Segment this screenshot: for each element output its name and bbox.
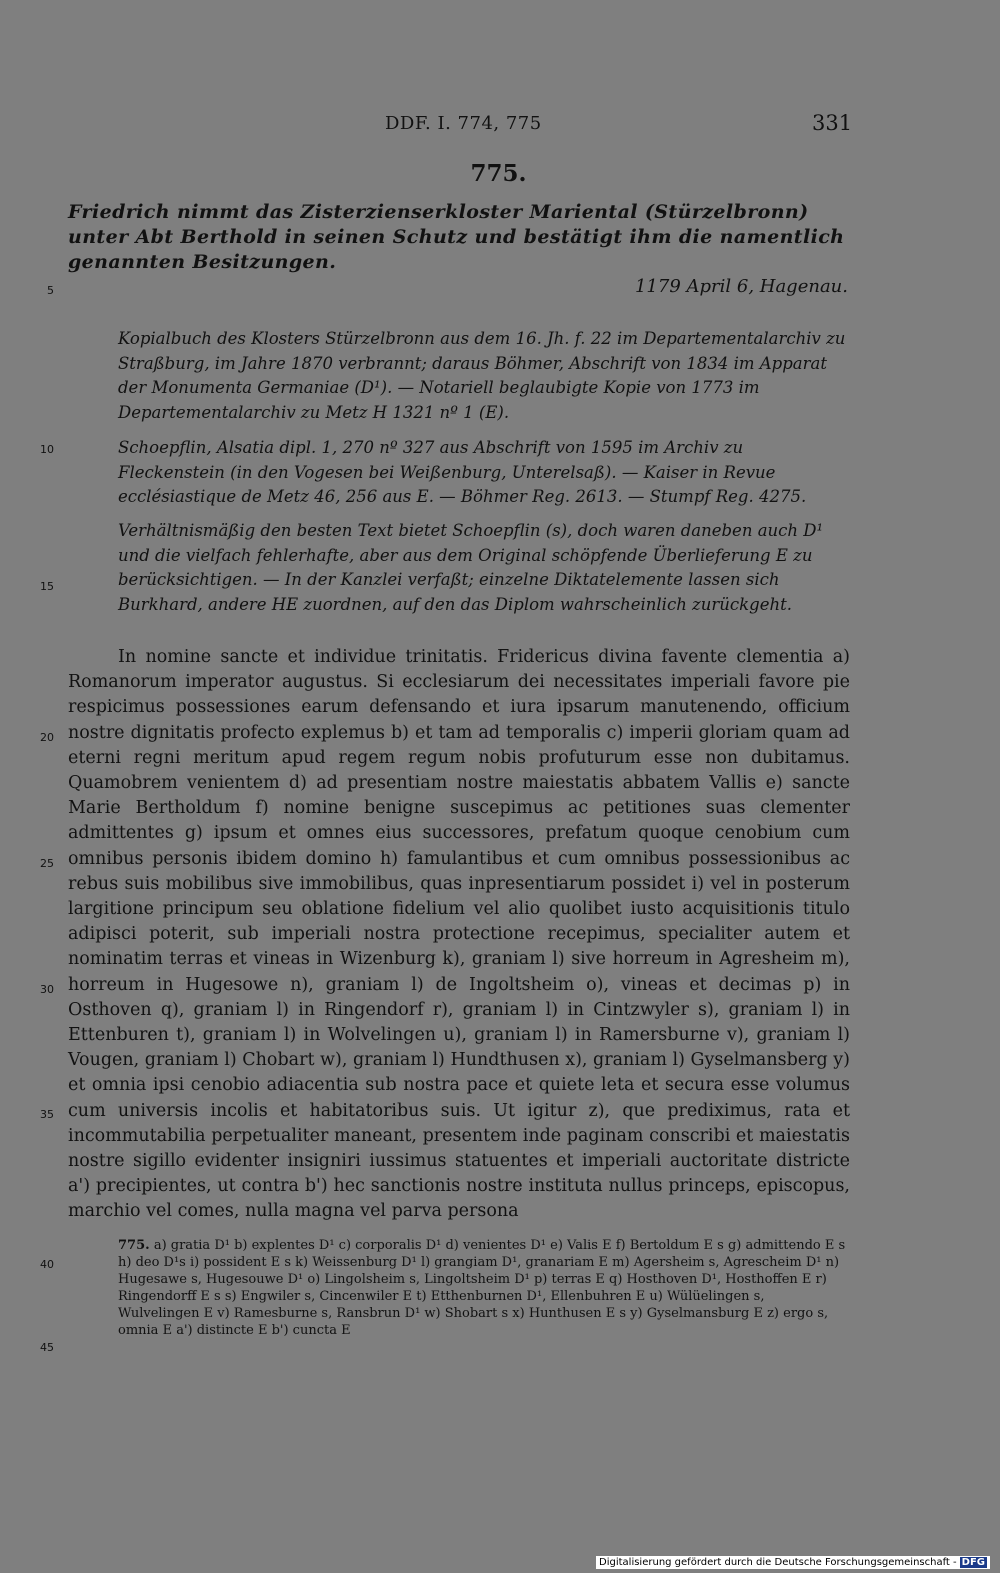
charter-text [68, 645, 850, 1225]
regest-summary: Friedrich nimmt das Zisterzienserkloster Mariental (Stürzelbronn) unter Abt Berthold in seinen Schutz und bestätigt ihm die namentlich genannten Besitzungen. [68, 201, 845, 273]
line-number: 30 [40, 983, 54, 996]
dfg-logo: DFG [961, 1557, 985, 1568]
footnote-text: a) gratia D¹ b) explentes D¹ c) corporalis D¹ d) venientes D¹ e) Valis E f) Bertoldum E s g) admittendo E s h) deo D¹s i) possident E s k) Weissenburg D¹ l) grangiam D¹, granariam E m) Agersheim s, Agrescheim D¹ n) Hugesawe s, Hugesouwe D¹ o) Lingolsheim s, Lingoltsheim D¹ p) terras E q) Hosthoven D¹, Hosthoffen E r) Ringendorff E s s) Engwiler s, Cincenwiler E t) Etthenburnen D¹, Ellenbuhren E u) Wülüelingen s, Wulvelingen E v) Ramesburne s, Ransbrun D¹ w) Shobart s x) Hunthusen E s y) Gyselmansburg E z) ergo s, omnia E a') distincte E b') cuncta E [118, 1238, 846, 1338]
running-title: DDF. I. 774, 775 [385, 113, 542, 134]
line-number: 35 [40, 1108, 54, 1121]
source-paragraph: Kopialbuch des Klosters Stürzelbronn aus dem 16. Jh. f. 22 im Departementalarchiv zu Straßburg, im Jahre 1870 verbrannt; daraus Böhmer, Abschrift von 1834 im Apparat der Monumenta Germaniae (D¹). — Notariell beglaubigte Kopie von 1773 im Departementalarchiv zu Metz H 1321 nº 1 (E). [118, 329, 846, 422]
source-paragraph: Schoepflin, Alsatia dipl. 1, 270 nº 327 aus Abschrift von 1595 im Archiv zu Fleckenstein (in den Vogesen bei Weißenburg, Unterelsaß). — Kaiser in Revue ecclésiastique de Metz 46, 256 aus E. — Böhmer Reg. 2613. — Stumpf Reg. 4275. [118, 438, 807, 506]
line-number: 15 [40, 580, 54, 593]
date-place: 1179 April 6, Hagenau. [634, 276, 848, 297]
source-tradition [118, 327, 850, 425]
footnote-number: 775. [118, 1238, 150, 1253]
footnotes [118, 1237, 850, 1339]
source-commentary [118, 519, 850, 617]
source-editions [118, 436, 850, 510]
charter-paragraph: In nomine sancte et individue trinitatis. Fridericus divina favente clementia a) Romanorum imperator augustus. Si ecclesiarum dei necessitates imperiali favore pie respicimus possessiones earum defensando et iura ipsarum manutenendo, officium nostre dignitatis profecto explemus b) et tam ad temporalis c) imperii gloriam quam ad eterni regni meritum apud regem regum nobis profuturum esse non dubitamus. Quamobrem venientem d) ad presentiam nostre maiestatis abbatem Vallis e) sancte Marie Bertholdum f) nomine benigne suscepimus ac petitiones suas clementer admittentes g) ipsum et omnes eius successores, prefatum quoque cenobium cum omnibus personis ibidem domino h) famulantibus et cum omnibus possessionibus ac rebus suis mobilibus sive immobilibus, quas inpresentiarum possidet i) vel in posterum largitione principum seu oblatione fidelium vel alio quolibet iusto acquisitionis titulo adipisci poterit, sub imperiali nostra protectione recepimus, specialiter autem et nominatim terras et vineas in Wizenburg k), graniam l) sive horreum in Agresheim m), horreum in Hugesowe n), graniam l) de Ingoltsheim o), vineas et decimas p) in Osthoven q), graniam l) in Ringendorf r), graniam l) in Cintzwyler s), graniam l) in Ettenburen t), graniam l) in Wolvelingen u), graniam l) in Ramersburne v), graniam l) Vougen, graniam l) Chobart w), graniam l) Hundthusen x), graniam l) Gyselmansberg y) et omnia ipsi cenobio adiacentia sub nostra pace et quiete leta et secura esse volumus cum universis incolis et habitatoribus suis. Ut igitur z), que prediximus, rata et incommutabilia perpetualiter maneant, presentem inde paginam conscribi et maiestatis nostre sigillo evidenter insigniri iussimus statuentes et imperiali auctoritate districte a') precipientes, ut contra b') hec sanctionis nostre instituta nullus princeps, episcopus, marchio vel comes, nulla magna vel parva persona [68, 647, 850, 1222]
line-number: 25 [40, 857, 54, 870]
source-paragraph: Verhältnismäßig den besten Text bietet Schoepflin (s), doch waren daneben auch D¹ und die vielfach fehlerhafte, aber aus dem Original schöpfende Überlieferung E zu berücksichtigen. — In der Kanzlei verfaßt; einzelne Diktatelemente lassen sich Burkhard, andere HE zuordnen, auf den das Diplom wahrscheinlich zurückgeht. [118, 521, 824, 614]
page-number: 331 [812, 111, 853, 135]
line-number: 45 [40, 1341, 54, 1354]
line-number: 20 [40, 731, 54, 744]
footnote-block [118, 1237, 850, 1339]
line-number: 40 [40, 1258, 54, 1271]
document-number: 775. [470, 160, 527, 187]
line-number: 10 [40, 443, 54, 456]
credit-text: Digitalisierung gefördert durch die Deutsche Forschungsgemeinschaft - [599, 1557, 957, 1568]
digitization-credit [596, 1556, 990, 1569]
line-number: 5 [47, 284, 54, 297]
